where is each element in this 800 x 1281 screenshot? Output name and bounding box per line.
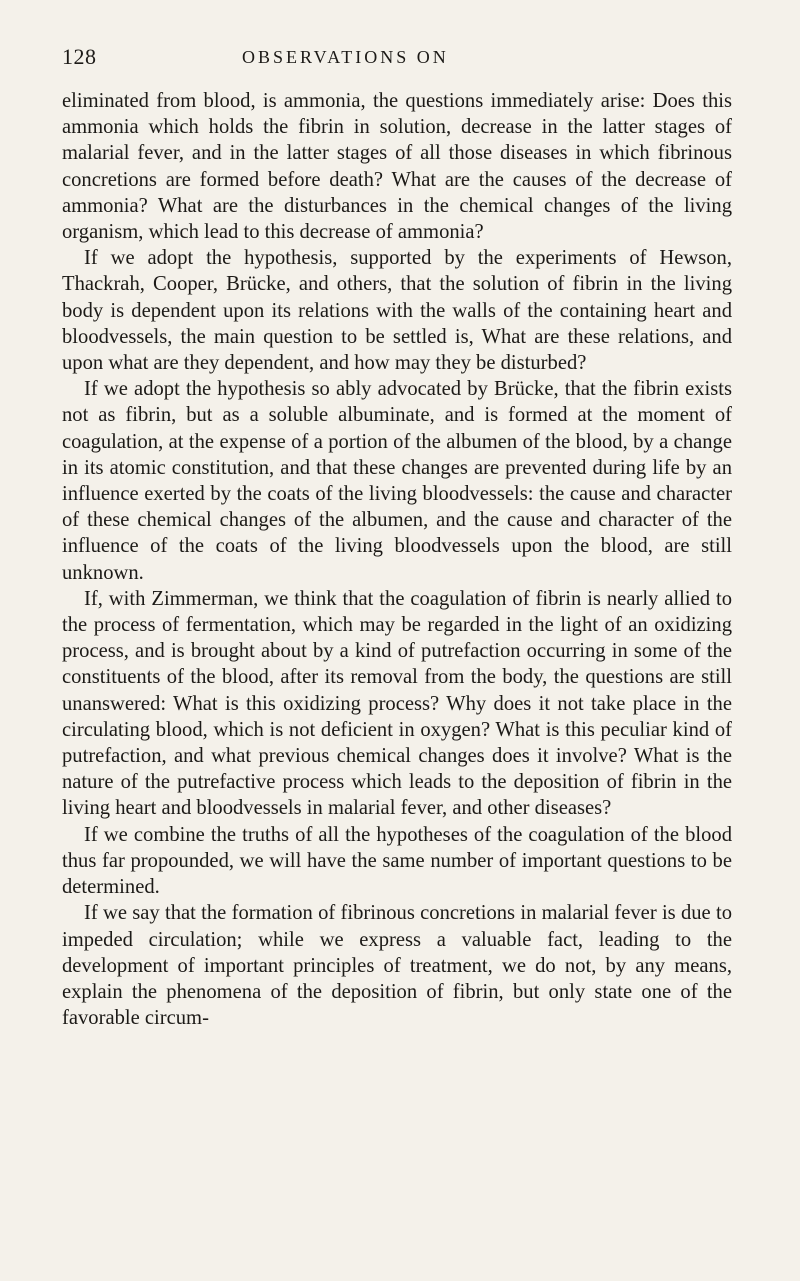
- paragraph: eliminated from blood, is ammonia, the questions immediately arise: Does this ammonia which holds the fibrin in solution, decrease in the latter stages of malarial fever, and in the latter stages of all those diseases in which fibrinous concretions are formed before death? What are the causes of the decrease of ammonia? What are the disturbances in the chemical changes of the living organism, which lead to this decrease of ammonia?: [62, 90, 732, 244]
- page-number: 128: [62, 44, 97, 69]
- paragraph: If we say that the formation of fibrinous concretions in malarial fever is due to impeded circulation; while we express a valuable fact, leading to the development of important principles of treatment, we do not, by any means, explain the phenomena of the deposition of fibrin, but only state one of the favorable circum-: [62, 902, 732, 1030]
- paragraph: If we adopt the hypothesis so ably advocated by Brücke, that the fibrin exists not as fibrin, but as a soluble albuminate, and is formed at the moment of coagulation, at the expense of a portion of the albumen of the blood, by a change in its atomic constitution, and that these changes are prevented during life by an influence exerted by the coats of the living bloodvessels: the cause and character of these chemical changes of the albumen, and the cause and character of the influence of the coats of the living bloodvessels upon the blood, are still unknown.: [62, 378, 732, 584]
- paragraph: If we combine the truths of all the hypotheses of the coagulation of the blood thus far propounded, we will have the same number of important questions to be determined.: [62, 823, 732, 899]
- paragraph: If, with Zimmerman, we think that the coagulation of fibrin is nearly allied to the process of fermentation, which may be regarded in the light of an oxidizing process, and is brought about by a kind of putrefaction occurring in some of the constituents of the blood, after its removal from the body, the questions are still unanswered: What is this oxidizing process? Why does it not take place in the circulating blood, which is not deficient in oxygen? What is this peculiar kind of putrefaction, and what previous chemical changes does it involve? What is the nature of the putrefactive process which leads to the deposition of fibrin in the living heart and bloodvessels in malarial fever, and other diseases?: [62, 587, 732, 820]
- paragraph: If we adopt the hypothesis, supported by the experiments of Hewson, Thackrah, Cooper, Brücke, and others, that the solution of fibrin in the living body is dependent upon its relations with the walls of the containing heart and bloodvessels, the main question to be settled is, What are these relations, and upon what are they dependent, and how may they be disturbed?: [62, 247, 732, 375]
- page-header: [62, 44, 732, 74]
- body-text: [62, 88, 732, 1031]
- running-head: OBSERVATIONS ON: [242, 47, 449, 67]
